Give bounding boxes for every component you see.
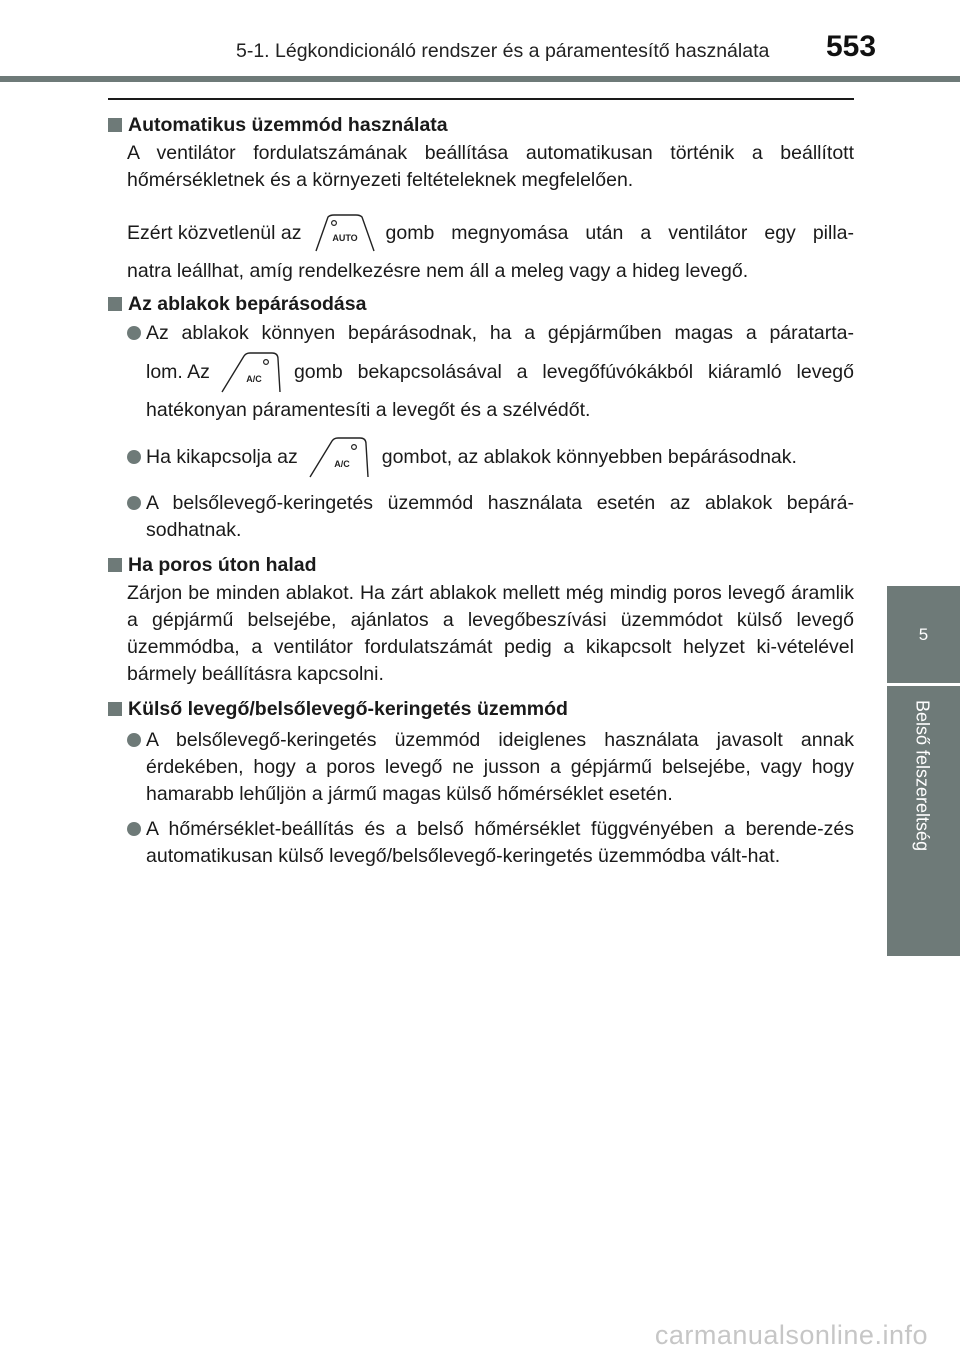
round-bullet-icon [127, 326, 141, 340]
svg-text:AUTO: AUTO [331, 233, 358, 243]
auto-mode-paragraph-1: A ventilátor fordulatszámának beállítása automatikusan történik a beállított hőmérsékletnek és a környezeti feltételeknek megfelelően. [127, 142, 854, 191]
svg-text:A/C: A/C [333, 459, 350, 469]
svg-text:A/C: A/C [246, 374, 262, 384]
section-heading-fogging: Az ablakok bepárásodása [108, 291, 854, 318]
page-number: 553 [826, 30, 877, 63]
side-tab-chapter-label: Belső felszereltség [912, 700, 933, 852]
header-title: 5-1. Légkondicionáló rendszer és a páramentesítő használata [236, 40, 770, 62]
round-bullet-icon [127, 822, 141, 836]
square-bullet-icon [108, 118, 122, 132]
watermark: carmanualsonline.info [654, 1320, 928, 1350]
section-heading-dusty-road: Ha poros úton halad [108, 552, 854, 579]
page-content [108, 108, 854, 870]
square-bullet-icon [108, 702, 122, 716]
auto-button-icon [312, 213, 376, 253]
section-heading-air-mode: Külső levegő/belsőlevegő-keringetés üzemmód [108, 696, 854, 723]
auto-mode-paragraph-2: Ezért közvetlenül az AUTO gomb megnyomása után a ventilátor egy pilla- natra leállhat, amíg rendelkezésre nem áll a meleg vagy a hideg levegő. [127, 208, 854, 285]
round-bullet-icon [127, 450, 141, 464]
fogging-bullet-3: A belsőlevegő-keringetés üzemmód használata esetén az ablakok bepárá-sodhatnak. [127, 490, 854, 544]
content-rule [108, 98, 854, 100]
square-bullet-icon [108, 297, 122, 311]
side-tab-chapter-number: 5 [887, 586, 960, 683]
round-bullet-icon [127, 496, 141, 510]
fogging-bullet-1: Az ablakok könnyen bepárásodnak, ha a gépjárműben magas a páratarta- lom. Az A/C gomb bekapcsolásával a levegőfúvókákból kiáramló levegő hatékonyan páramentesíti a levegőt és a szélvédőt. [127, 320, 854, 424]
ac-button-icon [308, 435, 372, 479]
square-bullet-icon [108, 558, 122, 572]
header-rule [0, 76, 960, 82]
section-heading-auto-mode: Automatikus üzemmód használata [108, 112, 854, 139]
air-mode-bullet-2: A hőmérséklet-beállítás és a belső hőmérséklet függvényében a berende-zés automatikusan külső levegő/belsőlevegő-keringetés üzemmódba vált-hat. [127, 816, 854, 870]
ac-button-icon [220, 350, 284, 394]
dusty-road-paragraph: Zárjon be minden ablakot. Ha zárt ablakok mellett még mindig poros levegő áramlik a gépjármű belsejébe, ajánlatos a levegőbeszívási üzemmódot külső levegő üzemmódba, a ventilátor fordulatszámát pedig a kikapcsolt helyzet ki-vételével bármely beállításra kapcsolni. [127, 582, 854, 685]
fogging-bullet-2: Ha kikapcsolja az A/C gombot, az ablakok könnyebben bepárásodnak. [127, 432, 854, 482]
round-bullet-icon [127, 733, 141, 747]
air-mode-bullet-1: A belsőlevegő-keringetés üzemmód ideiglenes használata javasolt annak érdekében, hogy a poros levegő ne jusson a gépjármű belsejébe, vagy hogy hamarabb lehűljön a jármű magas külső hőmérséklet esetén. [127, 727, 854, 808]
